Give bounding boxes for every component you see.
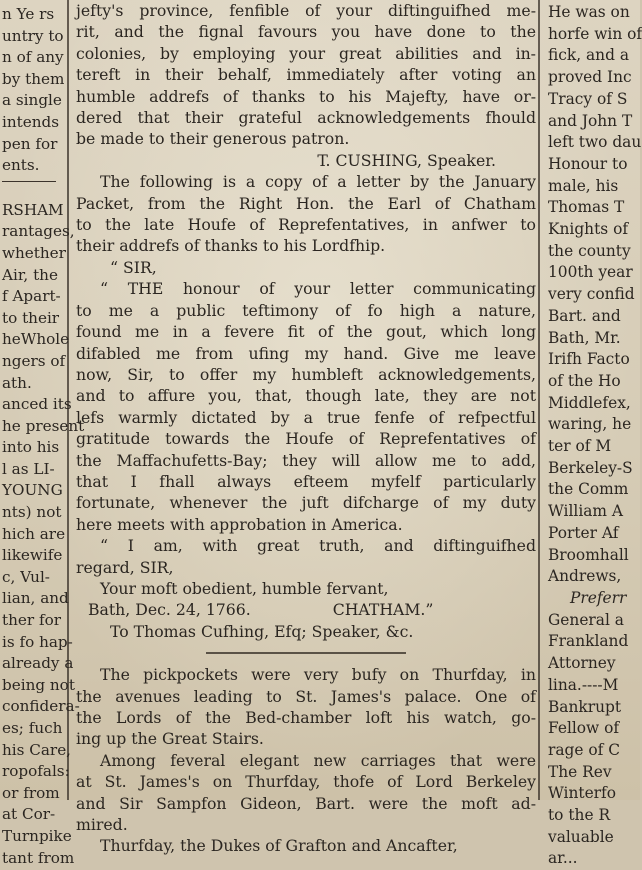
left-text-line: intends — [2, 112, 60, 131]
text-line: colonies, by employing your great abilities and in- — [76, 43, 536, 63]
left-text-line: l as LI- — [2, 459, 55, 478]
text-line: at St. James's on Thurfday, thofe of Lord Berkeley — [76, 772, 536, 792]
right-text-line: Frankland — [548, 632, 629, 651]
right-text-line: Bart. and — [548, 306, 621, 325]
right-text-line: rage of C — [548, 740, 621, 759]
right-text-line: and John T — [548, 111, 633, 130]
right-text-line: Attorney — [548, 654, 616, 673]
right-text-line: 100th year — [548, 263, 633, 282]
right-text-line: Preferr — [570, 588, 627, 607]
right-text-line: fick, and a — [548, 46, 630, 65]
text-line: gratitude towards the Houfe of Reprefentatives of — [76, 429, 536, 449]
left-text-line: ngers of — [2, 351, 66, 370]
left-text-line: n of any — [2, 48, 64, 67]
center-column — [76, 0, 536, 857]
text-line: found me in a fevere fit of the gout, which long — [76, 322, 536, 342]
text-line: jefty's province, fenfible of your diftinguifhed me- — [76, 1, 536, 20]
right-text-line: Irifh Facto — [548, 350, 630, 369]
text-line: The pickpockets were very bufy on Thurfday, in — [100, 665, 536, 685]
right-text-line: the Comm — [548, 480, 629, 499]
signature-cushing: T. CUSHING, Speaker. — [317, 150, 496, 170]
text-line: their addrefs of thanks to his Lordfhip. — [76, 236, 386, 256]
column-rule-right — [538, 0, 540, 800]
left-text-line: ropofals: — [2, 762, 70, 781]
left-text-line: or from — [2, 783, 60, 802]
text-line: Among feveral elegant new carriages that were — [100, 750, 536, 770]
text-line: humble addrefs of thanks to his Majefty, have or- — [76, 86, 536, 106]
left-text-line: es; fuch — [2, 719, 63, 737]
left-text-line: heWhole — [2, 330, 70, 349]
left-text-line: likewife — [2, 546, 63, 565]
left-text-line: Air, the — [2, 265, 58, 284]
right-column-text — [546, 2, 640, 870]
text-line: “ I am, with great truth, and diftinguifhed — [100, 536, 536, 556]
text-line: lefs warmly dictated by a true fenfe of refpectful — [76, 407, 536, 427]
left-text-line: nts) not — [2, 503, 62, 522]
right-text-line: ar... — [548, 849, 578, 868]
right-text-line: very confid — [548, 285, 635, 304]
right-text-line: Honour to — [548, 154, 628, 173]
left-text-line: he present — [2, 416, 85, 435]
left-text-line: rantages, — [2, 222, 75, 241]
salutation: “ SIR, — [110, 257, 157, 277]
left-text-line: pen for — [2, 134, 58, 153]
right-text-line: Broomhall — [548, 545, 629, 564]
left-text-line: YOUNG — [2, 481, 63, 500]
text-line: regard, SIR, — [76, 557, 174, 577]
text-line: and Sir Sampfon Gideon, Bart. were the moft ad- — [76, 793, 536, 813]
text-line: Thurfday, the Dukes of Grafton and Ancafter, — [100, 836, 458, 856]
right-text-line: Fellow of — [548, 719, 620, 738]
right-text-line: Berkeley-S — [548, 458, 633, 477]
left-text-line: tant from — [2, 848, 75, 867]
left-text-line: n Ye rs — [2, 5, 55, 23]
left-column-bottom — [0, 200, 85, 869]
text-line: tereft in their behalf, immediately after voting an — [76, 65, 536, 85]
left-text-line: into his — [2, 438, 60, 457]
section-divider — [206, 652, 406, 654]
right-text-line: horfe win of — [548, 24, 642, 43]
left-text-line: whether — [2, 243, 66, 262]
right-text-line: General a — [548, 610, 624, 629]
right-text-line: Porter Af — [548, 523, 619, 542]
text-line: and to affure you, that, though late, they are not — [76, 386, 536, 406]
right-text-line: Middlefex, — [548, 393, 631, 412]
left-text-line: f Apart- — [2, 287, 61, 306]
signer: CHATHAM.” — [332, 600, 434, 620]
right-text-line: Bankrupt — [548, 697, 622, 716]
right-text-line: to the R — [548, 806, 611, 825]
right-text-line: Knights of — [548, 220, 629, 239]
left-text-line: anced its — [2, 395, 72, 414]
right-text-line: William A — [548, 502, 624, 521]
left-text-line: RSHAM — [2, 200, 64, 219]
addressee: To Thomas Cufhing, Efq; Speaker, &c. — [110, 621, 414, 641]
place-date: Bath, Dec. 24, 1766. — [88, 600, 251, 620]
left-text-line: hich are — [2, 524, 66, 543]
right-text-line: Winterfo — [548, 784, 616, 803]
text-line: fortunate, whenever the juft difcharge of my duty — [76, 493, 536, 513]
text-line: now, Sir, to offer my humbleft acknowledgements, — [76, 364, 536, 384]
paragraph-letter-intro — [76, 171, 536, 257]
right-text-line: Tracy of S — [548, 89, 628, 108]
right-text-line: lina.----M — [548, 675, 619, 694]
text-line: mired. — [76, 815, 128, 835]
left-text-line: c, Vul- — [2, 567, 50, 586]
text-line: the Lords of the Bed-chamber loft his watch, go- — [76, 708, 536, 727]
left-text-line: ther for — [2, 611, 61, 630]
right-text-line: The Rev — [548, 762, 612, 781]
text-line: the avenues leading to St. James's palace. One of — [76, 686, 536, 706]
left-text-line: ath. — [2, 373, 32, 392]
text-line: here meets with approbation in America. — [76, 514, 403, 534]
left-text-line: untry to — [2, 26, 64, 45]
left-text-line: a single — [2, 91, 62, 110]
text-line: dered that their grateful acknowledgements fhould — [76, 108, 536, 128]
letter-body — [76, 278, 536, 578]
left-text-line: already a — [2, 654, 74, 673]
left-text-line: to their — [2, 308, 60, 327]
left-text-line: lian, and — [2, 589, 69, 608]
closing: Your moft obedient, humble fervant, — [100, 578, 389, 598]
left-text-line: is fo hap- — [2, 632, 73, 651]
left-column-top — [0, 4, 66, 177]
text-line: The following is a copy of a letter by the January — [100, 172, 536, 192]
right-column — [546, 0, 640, 870]
text-line: to the late Houfe of Reprefentatives, in anfwer to — [76, 215, 536, 235]
right-text-line: left two dau — [548, 133, 642, 152]
right-text-line: the county — [548, 241, 631, 260]
left-column-divider — [2, 181, 56, 182]
text-line: ing up the Great Stairs. — [76, 729, 264, 749]
text-line: the Maffachufetts-Bay; they will allow me to add, — [76, 450, 536, 470]
left-text-line: confidera- — [2, 697, 80, 716]
news-items — [76, 664, 536, 857]
right-text-line: ter of M — [548, 437, 612, 456]
left-text-line: ents. — [2, 156, 40, 175]
text-line: difabled me from ufing my hand. Give me leave — [76, 343, 536, 363]
text-line: that I fhall always efteem myfelf particularly — [76, 471, 536, 491]
right-text-line: valuable — [548, 827, 614, 846]
left-text-line: being not — [2, 675, 75, 694]
left-text-line: his Care, — [2, 740, 72, 759]
right-text-line: He was on — [548, 3, 630, 21]
text-line: to me a public teftimony of fo high a nature, — [76, 300, 536, 320]
right-text-line: male, his — [548, 176, 619, 195]
text-line: Packet, from the Right Hon. the Earl of Chatham — [76, 193, 536, 213]
right-text-line: Thomas T — [548, 198, 625, 217]
place-date-signer — [76, 599, 536, 620]
right-text-line: Andrews, — [548, 567, 622, 586]
text-line: rit, and the fignal favours you have done to the — [76, 22, 536, 42]
text-line: “ THE honour of your letter communicating — [100, 279, 536, 299]
left-text-line: by them — [2, 69, 65, 88]
right-text-line: waring, he — [548, 415, 632, 434]
left-text-line: at Cor- — [2, 805, 56, 824]
left-column — [0, 0, 85, 869]
right-text-line: proved Inc — [548, 68, 632, 87]
left-text-line: Turnpike — [2, 826, 72, 845]
paragraph-cushing — [76, 0, 536, 150]
text-line: be made to their generous patron. — [76, 129, 350, 149]
right-text-line: of the Ho — [548, 371, 621, 390]
right-text-line: Bath, Mr. — [548, 328, 621, 347]
